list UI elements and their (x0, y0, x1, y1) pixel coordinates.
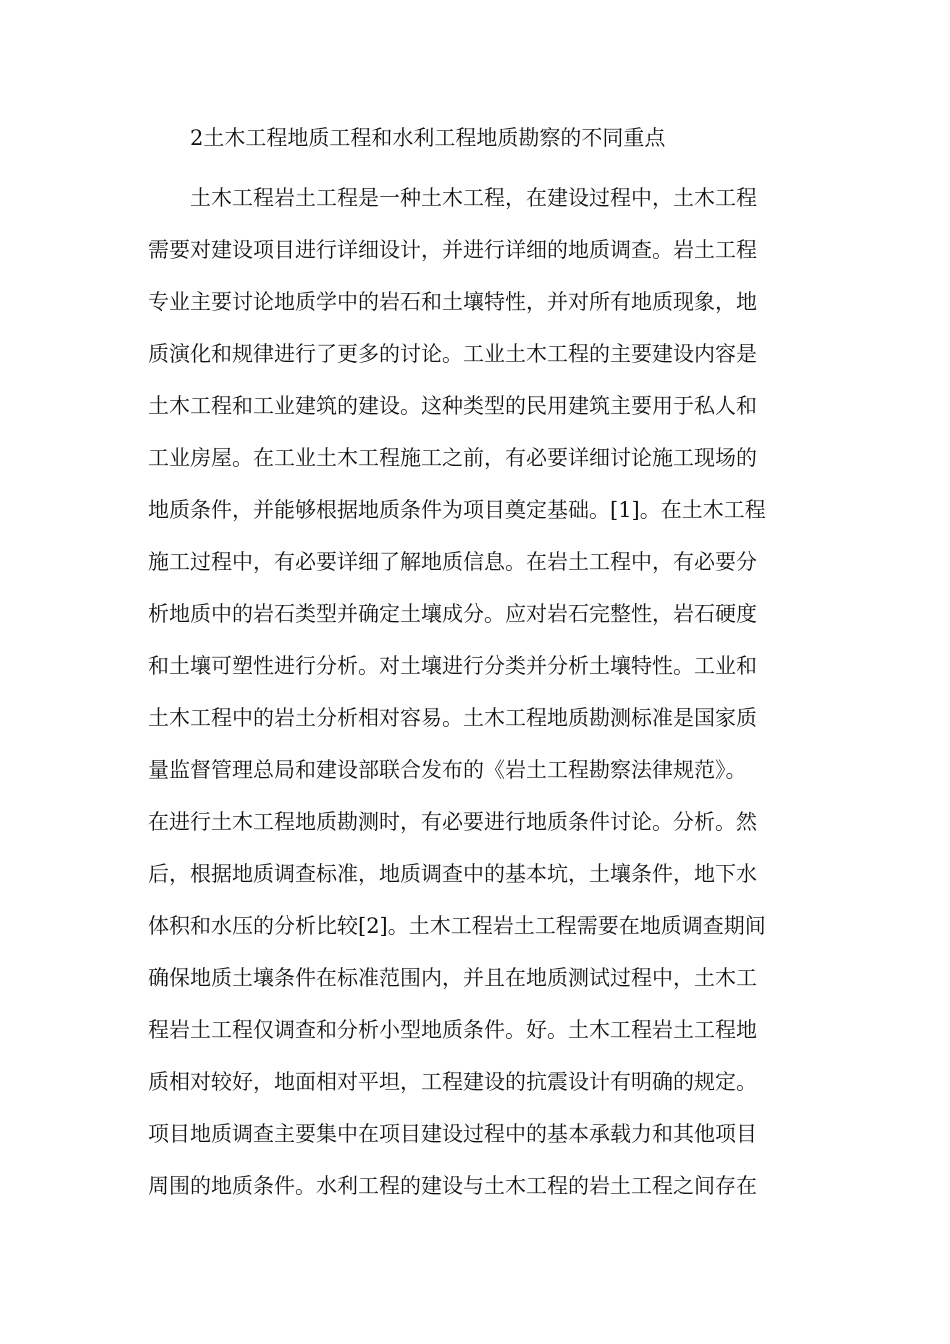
text-line: 地质条件，并能够根据地质条件为项目奠定基础。[1]。在土木工程 (148, 498, 766, 522)
text-line: 需要对建设项目进行详细设计，并进行详细的地质调查。岩土工程 (148, 238, 757, 262)
text-line: 后，根据地质调查标准，地质调查中的基本坑，土壤条件，地下水 (148, 862, 757, 886)
text-line: 土木工程中的岩土分析相对容易。土木工程地质勘测标准是国家质 (148, 706, 757, 730)
text-line: 质相对较好，地面相对平坦，工程建设的抗震设计有明确的规定。 (148, 1070, 757, 1094)
section-heading: 2土木工程地质工程和水利工程地质勘察的不同重点 (190, 126, 666, 150)
text-line: 项目地质调查主要集中在项目建设过程中的基本承载力和其他项目 (148, 1122, 757, 1146)
text-line: 工业房屋。在工业土木工程施工之前，有必要详细讨论施工现场的 (148, 446, 757, 470)
text-line: 专业主要讨论地质学中的岩石和土壤特性，并对所有地质现象，地 (148, 290, 757, 314)
text-line: 体积和水压的分析比较[2]。土木工程岩土工程需要在地质调查期间 (148, 914, 766, 938)
text-line: 土木工程岩土工程是一种土木工程，在建设过程中，土木工程 (190, 186, 757, 210)
body-paragraph (148, 172, 804, 1212)
text-line: 析地质中的岩石类型并确定土壤成分。应对岩石完整性，岩石硬度 (148, 602, 757, 626)
text-line: 量监督管理总局和建设部联合发布的《岩土工程勘察法律规范》。 (148, 758, 747, 782)
text-line: 施工过程中，有必要详细了解地质信息。在岩土工程中，有必要分 (148, 550, 757, 574)
text-line: 程岩土工程仅调查和分析小型地质条件。好。土木工程岩土工程地 (148, 1018, 757, 1042)
text-line: 土木工程和工业建筑的建设。这种类型的民用建筑主要用于私人和 (148, 394, 757, 418)
text-line: 确保地质土壤条件在标准范围内，并且在地质测试过程中，土木工 (148, 966, 757, 990)
text-line: 质演化和规律进行了更多的讨论。工业土木工程的主要建设内容是 (148, 342, 757, 366)
text-line: 在进行土木工程地质勘测时，有必要进行地质条件讨论。分析。然 (148, 810, 757, 834)
text-line: 和土壤可塑性进行分析。对土壤进行分类并分析土壤特性。工业和 (148, 654, 757, 678)
text-line: 周围的地质条件。水利工程的建设与土木工程的岩土工程之间存在 (148, 1174, 757, 1198)
